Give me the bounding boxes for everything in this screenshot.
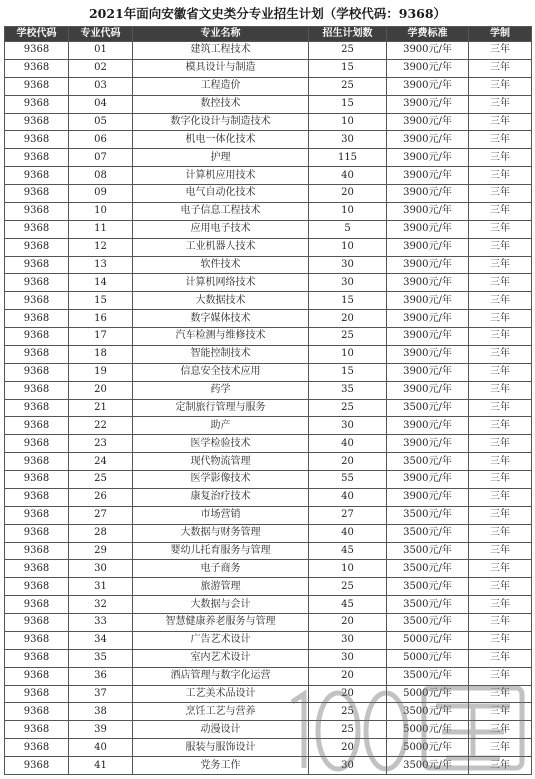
plan-count-cell: 115 <box>309 149 387 167</box>
school-code-cell: 9368 <box>5 202 69 220</box>
school-code-cell: 9368 <box>5 614 69 632</box>
major-code-cell: 26 <box>69 488 133 506</box>
table-body <box>5 42 532 775</box>
duration-cell: 三年 <box>469 453 532 471</box>
page-title: 2021年面向安徽省文史类分专业招生计划（学校代码：9368） <box>88 6 447 21</box>
school-code-cell: 9368 <box>5 256 69 274</box>
school-code-cell: 9368 <box>5 524 69 542</box>
school-code-cell: 9368 <box>5 631 69 649</box>
major-name-cell: 康复治疗技术 <box>133 488 309 506</box>
plan-count-cell: 25 <box>309 328 387 346</box>
table-header-row <box>5 27 532 42</box>
major-code-cell: 22 <box>69 417 133 435</box>
plan-count-cell: 40 <box>309 488 387 506</box>
table-row <box>5 614 532 632</box>
duration-cell: 三年 <box>469 310 532 328</box>
school-code-cell: 9368 <box>5 149 69 167</box>
duration-cell: 三年 <box>469 113 532 131</box>
school-code-cell: 9368 <box>5 113 69 131</box>
plan-count-cell: 20 <box>309 667 387 685</box>
table-row <box>5 560 532 578</box>
major-name-cell: 定制旅行管理与服务 <box>133 399 309 417</box>
tuition-cell: 3900元/年 <box>387 435 469 453</box>
tuition-cell: 3500元/年 <box>387 667 469 685</box>
table-row <box>5 631 532 649</box>
table-row <box>5 506 532 524</box>
plan-count-cell: 40 <box>309 524 387 542</box>
school-code-cell: 9368 <box>5 131 69 149</box>
school-code-cell: 9368 <box>5 220 69 238</box>
tuition-cell: 3900元/年 <box>387 417 469 435</box>
major-name-cell: 助产 <box>133 417 309 435</box>
tuition-cell: 3900元/年 <box>387 220 469 238</box>
major-code-cell: 35 <box>69 649 133 667</box>
table-row <box>5 167 532 185</box>
tuition-cell: 3500元/年 <box>387 757 469 775</box>
school-code-cell: 9368 <box>5 238 69 256</box>
major-code-cell: 31 <box>69 578 133 596</box>
major-name-cell: 旅游管理 <box>133 578 309 596</box>
duration-cell: 三年 <box>469 59 532 77</box>
major-name-cell: 数字媒体技术 <box>133 310 309 328</box>
table-row <box>5 363 532 381</box>
major-code-cell: 40 <box>69 739 133 757</box>
table-row <box>5 578 532 596</box>
table-row <box>5 667 532 685</box>
tuition-cell: 5000元/年 <box>387 631 469 649</box>
school-code-cell: 9368 <box>5 435 69 453</box>
major-name-cell: 汽车检测与维修技术 <box>133 328 309 346</box>
duration-cell: 三年 <box>469 435 532 453</box>
major-name-cell: 市场营销 <box>133 506 309 524</box>
plan-count-cell: 30 <box>309 131 387 149</box>
major-name-cell: 药学 <box>133 381 309 399</box>
school-code-cell: 9368 <box>5 685 69 703</box>
major-name-cell: 智慧健康养老服务与管理 <box>133 614 309 632</box>
plan-count-cell: 15 <box>309 59 387 77</box>
major-code-cell: 33 <box>69 614 133 632</box>
major-name-cell: 软件技术 <box>133 256 309 274</box>
table-row <box>5 220 532 238</box>
school-code-cell: 9368 <box>5 560 69 578</box>
tuition-cell: 5000元/年 <box>387 649 469 667</box>
tuition-cell: 3900元/年 <box>387 149 469 167</box>
duration-cell: 三年 <box>469 524 532 542</box>
table-row <box>5 649 532 667</box>
tuition-cell: 3900元/年 <box>387 113 469 131</box>
major-code-cell: 03 <box>69 77 133 95</box>
major-name-cell: 烹饪工艺与营养 <box>133 703 309 721</box>
school-code-cell: 9368 <box>5 42 69 60</box>
major-name-cell: 工业机器人技术 <box>133 238 309 256</box>
table-row <box>5 256 532 274</box>
tuition-cell: 3500元/年 <box>387 399 469 417</box>
tuition-cell: 3900元/年 <box>387 256 469 274</box>
plan-count-cell: 25 <box>309 578 387 596</box>
major-name-cell: 服装与服饰设计 <box>133 739 309 757</box>
duration-cell: 三年 <box>469 274 532 292</box>
major-code-cell: 10 <box>69 202 133 220</box>
duration-cell: 三年 <box>469 649 532 667</box>
tuition-cell: 3900元/年 <box>387 363 469 381</box>
duration-cell: 三年 <box>469 560 532 578</box>
table-row <box>5 524 532 542</box>
school-code-cell: 9368 <box>5 596 69 614</box>
duration-cell: 三年 <box>469 542 532 560</box>
tuition-cell: 3900元/年 <box>387 381 469 399</box>
tuition-cell: 3900元/年 <box>387 238 469 256</box>
duration-cell: 三年 <box>469 488 532 506</box>
duration-cell: 三年 <box>469 399 532 417</box>
tuition-cell: 3900元/年 <box>387 488 469 506</box>
major-code-cell: 23 <box>69 435 133 453</box>
major-name-cell: 婴幼儿托育服务与管理 <box>133 542 309 560</box>
plan-count-cell: 45 <box>309 596 387 614</box>
tuition-cell: 3500元/年 <box>387 560 469 578</box>
major-code-cell: 30 <box>69 560 133 578</box>
major-name-cell: 广告艺术设计 <box>133 631 309 649</box>
table-row <box>5 435 532 453</box>
table-row <box>5 131 532 149</box>
major-code-cell: 01 <box>69 42 133 60</box>
major-code-cell: 38 <box>69 703 133 721</box>
table-row <box>5 42 532 60</box>
duration-cell: 三年 <box>469 363 532 381</box>
school-code-cell: 9368 <box>5 578 69 596</box>
tuition-cell: 3500元/年 <box>387 453 469 471</box>
tuition-cell: 3900元/年 <box>387 59 469 77</box>
table-row <box>5 77 532 95</box>
major-code-cell: 37 <box>69 685 133 703</box>
duration-cell: 三年 <box>469 328 532 346</box>
major-name-cell: 机电一体化技术 <box>133 131 309 149</box>
major-name-cell: 工艺美术品设计 <box>133 685 309 703</box>
duration-cell: 三年 <box>469 95 532 113</box>
major-code-cell: 17 <box>69 328 133 346</box>
major-name-cell: 数控技术 <box>133 95 309 113</box>
table-row <box>5 345 532 363</box>
school-code-cell: 9368 <box>5 292 69 310</box>
major-name-cell: 大数据与财务管理 <box>133 524 309 542</box>
duration-cell: 三年 <box>469 77 532 95</box>
tuition-cell: 3900元/年 <box>387 95 469 113</box>
table-row <box>5 596 532 614</box>
major-name-cell: 智能控制技术 <box>133 345 309 363</box>
table-row <box>5 202 532 220</box>
major-code-cell: 20 <box>69 381 133 399</box>
column-header-major-name: 专业名称 <box>133 27 309 42</box>
major-code-cell: 18 <box>69 345 133 363</box>
plan-count-cell: 20 <box>309 185 387 203</box>
major-code-cell: 36 <box>69 667 133 685</box>
major-name-cell: 工程造价 <box>133 77 309 95</box>
table-row <box>5 310 532 328</box>
major-name-cell: 信息安全技术应用 <box>133 363 309 381</box>
plan-count-cell: 20 <box>309 453 387 471</box>
table-row <box>5 471 532 489</box>
major-code-cell: 14 <box>69 274 133 292</box>
school-code-cell: 9368 <box>5 345 69 363</box>
table-row <box>5 739 532 757</box>
duration-cell: 三年 <box>469 667 532 685</box>
duration-cell: 三年 <box>469 417 532 435</box>
table-row <box>5 417 532 435</box>
column-header-major-code: 专业代码 <box>69 27 133 42</box>
duration-cell: 三年 <box>469 685 532 703</box>
table-row <box>5 185 532 203</box>
plan-count-cell: 10 <box>309 238 387 256</box>
plan-count-cell: 25 <box>309 703 387 721</box>
major-name-cell: 护理 <box>133 149 309 167</box>
major-code-cell: 21 <box>69 399 133 417</box>
tuition-cell: 5000元/年 <box>387 739 469 757</box>
plan-count-cell: 30 <box>309 757 387 775</box>
duration-cell: 三年 <box>469 238 532 256</box>
table-row <box>5 238 532 256</box>
major-name-cell: 党务工作 <box>133 757 309 775</box>
tuition-cell: 3900元/年 <box>387 471 469 489</box>
table-row <box>5 328 532 346</box>
tuition-cell: 3900元/年 <box>387 77 469 95</box>
school-code-cell: 9368 <box>5 363 69 381</box>
plan-count-cell: 27 <box>309 506 387 524</box>
major-name-cell: 模具设计与制造 <box>133 59 309 77</box>
major-code-cell: 07 <box>69 149 133 167</box>
duration-cell: 三年 <box>469 757 532 775</box>
major-name-cell: 建筑工程技术 <box>133 42 309 60</box>
major-code-cell: 06 <box>69 131 133 149</box>
table-row <box>5 542 532 560</box>
major-code-cell: 09 <box>69 185 133 203</box>
plan-count-cell: 55 <box>309 471 387 489</box>
tuition-cell: 3500元/年 <box>387 578 469 596</box>
school-code-cell: 9368 <box>5 506 69 524</box>
tuition-cell: 3900元/年 <box>387 328 469 346</box>
school-code-cell: 9368 <box>5 95 69 113</box>
duration-cell: 三年 <box>469 721 532 739</box>
tuition-cell: 3900元/年 <box>387 185 469 203</box>
major-code-cell: 13 <box>69 256 133 274</box>
plan-count-cell: 10 <box>309 113 387 131</box>
major-name-cell: 电气自动化技术 <box>133 185 309 203</box>
plan-count-cell: 20 <box>309 310 387 328</box>
plan-count-cell: 30 <box>309 274 387 292</box>
table-row <box>5 95 532 113</box>
plan-count-cell: 10 <box>309 345 387 363</box>
school-code-cell: 9368 <box>5 453 69 471</box>
school-code-cell: 9368 <box>5 542 69 560</box>
duration-cell: 三年 <box>469 739 532 757</box>
tuition-cell: 3500元/年 <box>387 542 469 560</box>
plan-count-cell: 25 <box>309 42 387 60</box>
table-row <box>5 721 532 739</box>
plan-count-cell: 15 <box>309 363 387 381</box>
major-code-cell: 32 <box>69 596 133 614</box>
major-name-cell: 医学检验技术 <box>133 435 309 453</box>
tuition-cell: 3900元/年 <box>387 167 469 185</box>
major-code-cell: 02 <box>69 59 133 77</box>
major-name-cell: 计算机网络技术 <box>133 274 309 292</box>
major-name-cell: 大数据与会计 <box>133 596 309 614</box>
major-code-cell: 27 <box>69 506 133 524</box>
duration-cell: 三年 <box>469 167 532 185</box>
table-row <box>5 757 532 775</box>
duration-cell: 三年 <box>469 703 532 721</box>
major-code-cell: 04 <box>69 95 133 113</box>
column-header-duration: 学制 <box>469 27 532 42</box>
plan-count-cell: 20 <box>309 685 387 703</box>
tuition-cell: 5000元/年 <box>387 721 469 739</box>
table-row <box>5 292 532 310</box>
tuition-cell: 3500元/年 <box>387 614 469 632</box>
duration-cell: 三年 <box>469 471 532 489</box>
duration-cell: 三年 <box>469 292 532 310</box>
plan-count-cell: 30 <box>309 417 387 435</box>
school-code-cell: 9368 <box>5 649 69 667</box>
major-name-cell: 动漫设计 <box>133 721 309 739</box>
school-code-cell: 9368 <box>5 757 69 775</box>
plan-count-cell: 35 <box>309 381 387 399</box>
tuition-cell: 3900元/年 <box>387 310 469 328</box>
major-name-cell: 电子信息工程技术 <box>133 202 309 220</box>
duration-cell: 三年 <box>469 131 532 149</box>
plan-count-cell: 30 <box>309 631 387 649</box>
major-code-cell: 29 <box>69 542 133 560</box>
plan-count-cell: 30 <box>309 256 387 274</box>
duration-cell: 三年 <box>469 220 532 238</box>
school-code-cell: 9368 <box>5 167 69 185</box>
table-row <box>5 488 532 506</box>
plan-count-cell: 10 <box>309 560 387 578</box>
tuition-cell: 3900元/年 <box>387 202 469 220</box>
school-code-cell: 9368 <box>5 59 69 77</box>
plan-count-cell: 30 <box>309 649 387 667</box>
duration-cell: 三年 <box>469 381 532 399</box>
major-name-cell: 酒店管理与数字化运营 <box>133 667 309 685</box>
school-code-cell: 9368 <box>5 77 69 95</box>
major-name-cell: 现代物流管理 <box>133 453 309 471</box>
school-code-cell: 9368 <box>5 721 69 739</box>
major-code-cell: 08 <box>69 167 133 185</box>
column-header-school-code: 学校代码 <box>5 27 69 42</box>
table-row <box>5 149 532 167</box>
tuition-cell: 3900元/年 <box>387 292 469 310</box>
table-row <box>5 453 532 471</box>
tuition-cell: 3500元/年 <box>387 703 469 721</box>
duration-cell: 三年 <box>469 614 532 632</box>
major-name-cell: 应用电子技术 <box>133 220 309 238</box>
school-code-cell: 9368 <box>5 185 69 203</box>
major-name-cell: 电子商务 <box>133 560 309 578</box>
table-row <box>5 381 532 399</box>
duration-cell: 三年 <box>469 185 532 203</box>
plan-count-cell: 5 <box>309 220 387 238</box>
school-code-cell: 9368 <box>5 739 69 757</box>
plan-count-cell: 25 <box>309 77 387 95</box>
major-name-cell: 室内艺术设计 <box>133 649 309 667</box>
duration-cell: 三年 <box>469 631 532 649</box>
major-code-cell: 19 <box>69 363 133 381</box>
table-row <box>5 274 532 292</box>
duration-cell: 三年 <box>469 506 532 524</box>
column-header-plan-count: 招生计划数 <box>309 27 387 42</box>
plan-count-cell: 20 <box>309 614 387 632</box>
plan-count-cell: 40 <box>309 167 387 185</box>
duration-cell: 三年 <box>469 256 532 274</box>
major-code-cell: 16 <box>69 310 133 328</box>
major-code-cell: 12 <box>69 238 133 256</box>
school-code-cell: 9368 <box>5 328 69 346</box>
tuition-cell: 3900元/年 <box>387 274 469 292</box>
major-code-cell: 25 <box>69 471 133 489</box>
school-code-cell: 9368 <box>5 471 69 489</box>
school-code-cell: 9368 <box>5 667 69 685</box>
school-code-cell: 9368 <box>5 703 69 721</box>
tuition-cell: 3900元/年 <box>387 345 469 363</box>
school-code-cell: 9368 <box>5 488 69 506</box>
column-header-tuition: 学费标准 <box>387 27 469 42</box>
school-code-cell: 9368 <box>5 381 69 399</box>
major-code-cell: 34 <box>69 631 133 649</box>
duration-cell: 三年 <box>469 596 532 614</box>
table-row <box>5 685 532 703</box>
major-code-cell: 11 <box>69 220 133 238</box>
duration-cell: 三年 <box>469 578 532 596</box>
duration-cell: 三年 <box>469 42 532 60</box>
table-row <box>5 703 532 721</box>
tuition-cell: 3500元/年 <box>387 596 469 614</box>
table-row <box>5 113 532 131</box>
major-name-cell: 数字化设计与制造技术 <box>133 113 309 131</box>
major-name-cell: 大数据技术 <box>133 292 309 310</box>
major-code-cell: 39 <box>69 721 133 739</box>
major-code-cell: 41 <box>69 757 133 775</box>
plan-count-cell: 10 <box>309 202 387 220</box>
plan-count-cell: 15 <box>309 292 387 310</box>
school-code-cell: 9368 <box>5 310 69 328</box>
tuition-cell: 3900元/年 <box>387 131 469 149</box>
school-code-cell: 9368 <box>5 274 69 292</box>
tuition-cell: 3500元/年 <box>387 506 469 524</box>
tuition-cell: 5000元/年 <box>387 685 469 703</box>
plan-count-cell: 45 <box>309 542 387 560</box>
major-code-cell: 28 <box>69 524 133 542</box>
major-name-cell: 医学影像技术 <box>133 471 309 489</box>
plan-count-cell: 40 <box>309 435 387 453</box>
major-code-cell: 15 <box>69 292 133 310</box>
duration-cell: 三年 <box>469 149 532 167</box>
major-name-cell: 计算机应用技术 <box>133 167 309 185</box>
duration-cell: 三年 <box>469 345 532 363</box>
tuition-cell: 3900元/年 <box>387 42 469 60</box>
plan-count-cell: 15 <box>309 95 387 113</box>
plan-count-cell: 25 <box>309 721 387 739</box>
school-code-cell: 9368 <box>5 417 69 435</box>
major-code-cell: 24 <box>69 453 133 471</box>
major-code-cell: 05 <box>69 113 133 131</box>
plan-count-cell: 20 <box>309 739 387 757</box>
tuition-cell: 3500元/年 <box>387 524 469 542</box>
duration-cell: 三年 <box>469 202 532 220</box>
table-row <box>5 399 532 417</box>
plan-count-cell: 25 <box>309 399 387 417</box>
school-code-cell: 9368 <box>5 399 69 417</box>
table-row <box>5 59 532 77</box>
enrollment-plan-table <box>4 26 532 775</box>
